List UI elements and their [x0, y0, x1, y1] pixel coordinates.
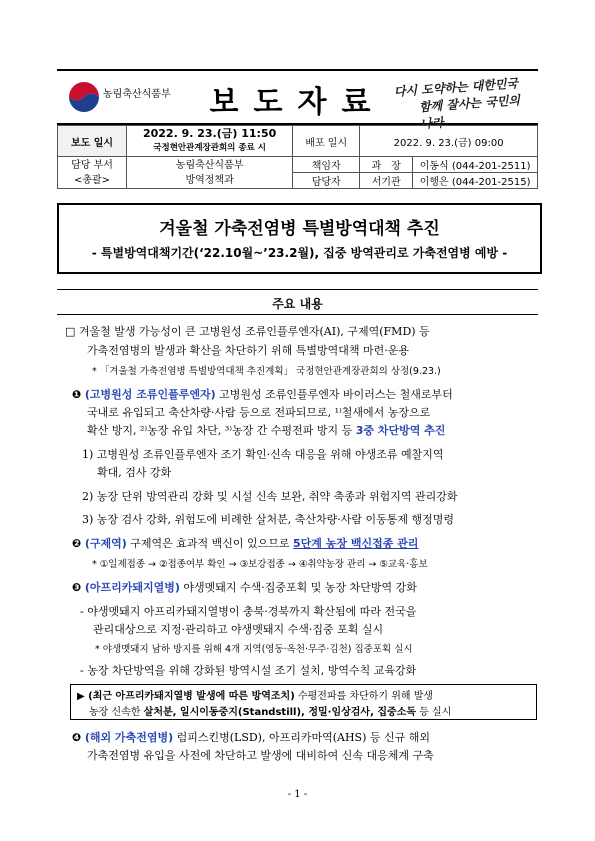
section3-dash2: - 농장 차단방역을 위해 강화된 방역시설 조기 설치, 방역수칙 교육강화	[80, 664, 417, 677]
section3-dash1b: 관리대상으로 지정·관리하고 야생멧돼지 수색·집중 포획 실시	[93, 623, 384, 636]
release-info-table	[57, 125, 538, 189]
slogan-line1: 다시 도약하는 대한민국	[393, 76, 519, 99]
box-heading: ▶ (최근 아프리카돼지열병 발생에 따른 방역조치)	[77, 691, 295, 702]
slogan-line2: 함께 잘사는 국민의 나라	[418, 93, 521, 132]
section1-item1b: 확대, 검사 강화	[97, 466, 172, 479]
release-label: 보도 일시	[58, 126, 127, 157]
release-note: 국정현안관계장관회의 종료 시	[153, 143, 266, 153]
section3-note: * 야생멧돼지 남하 방지를 위해 4개 지역(영동·옥천·무주·김천) 집중포획 실시	[95, 644, 413, 655]
org-name: 농림축산식품부	[103, 89, 171, 100]
section3-line1	[72, 579, 417, 595]
section2-heading: (구제역)	[84, 537, 127, 550]
dept-value2: 방역정책과	[185, 174, 234, 186]
section2-highlight: 5단계 농장 백신접종 관리	[293, 537, 419, 550]
section2-note: * ①일제접종 → ②접종여부 확인 → ③보강접종 → ④취약농장 관리 → ⑤교육·홍보	[92, 559, 428, 570]
press-release-title: 보도자료	[209, 85, 386, 120]
dist-value: 2022. 9. 23.(금) 09:00	[360, 126, 538, 157]
dept-label-cell	[58, 157, 127, 189]
box-line1	[77, 687, 433, 702]
subtitle: - 특별방역대책기간(‘22.10월~’23.2월), 집중 방역관리로 가축전염병 예방 -	[91, 246, 508, 260]
section3-heading: (아프리카돼지열병)	[84, 581, 180, 594]
section1-line3	[87, 422, 445, 438]
dept-label2: <총괄>	[73, 174, 111, 186]
intro-line2: 가축전염병의 발생과 확산을 차단하기 위해 특별방역대책 마련·운용	[87, 344, 410, 357]
box-text-a: 수평전파를 차단하기 위해 발생	[294, 691, 434, 702]
dept-label: 담당 부서	[71, 159, 113, 171]
staff-label: 담당자	[293, 173, 360, 189]
box-line2	[89, 703, 451, 718]
staff-title: 서기관	[360, 173, 413, 189]
release-cell	[127, 126, 293, 157]
resp-label: 책임자	[293, 157, 360, 173]
dist-label: 배포 일시	[293, 126, 360, 157]
section1-heading: (고병원성 조류인플루엔자)	[84, 388, 216, 401]
section1-number: ❶	[72, 388, 82, 401]
section2-text-a: 구제역은 효과적 백신이 있으므로	[126, 537, 294, 550]
box-highlight: 살처분, 일시이동중지(Standstill), 정밀·임상검사, 집중소독	[143, 707, 417, 718]
section1-text-a: 고병원성 조류인플루엔자 바이러스는 철새로부터	[215, 388, 453, 401]
section4-heading: (해외 가축전염병)	[84, 731, 174, 744]
section1-item2: 2) 농장 단위 방역관리 강화 및 시설 신속 보완, 취약 축종과 위험지역 관리강화	[82, 490, 458, 503]
asf-measures-box	[70, 684, 537, 720]
section4-number: ❹	[72, 731, 82, 744]
section3-text-a: 야생멧돼지 수색·집중포획 및 농장 차단방역 강화	[179, 581, 417, 594]
intro-note: * 「겨울철 가축전염병 특별방역대책 추진계획」 국정현안관계장관회의 상정(9.23.)	[92, 366, 441, 377]
section2-number: ❷	[72, 537, 82, 550]
box-text-b1: 농장 신속한	[89, 707, 144, 718]
summary-title: 주요 내용	[272, 297, 323, 311]
intro-line1: □ 겨울철 발생 가능성이 큰 고병원성 조류인플루엔자(AI), 구제역(FMD) 등	[65, 325, 430, 338]
title-box	[57, 203, 542, 274]
section1-text-c1: 확산 방지, ²⁾농장 유입 차단, ³⁾농장 간 수평전파 방지 등	[87, 424, 356, 437]
section1-line2: 국내로 유입되고 축산차량·사람 등으로 전파되므로, ¹⁾철새에서 농장으로	[87, 406, 431, 419]
box-text-b3: 등 실시	[416, 707, 452, 718]
staff-name: 이행은 (044-201-2515)	[413, 173, 538, 189]
release-value: 2022. 9. 23.(금) 11:50	[142, 127, 277, 140]
section4-line1	[72, 729, 430, 745]
page-number: - 1 -	[287, 789, 308, 800]
section2-line1	[72, 535, 418, 551]
section4-line2: 가축전염병 유입을 사전에 차단하고 발생에 대비하여 신속 대응체계 구축	[87, 749, 434, 762]
dept-value-cell	[127, 157, 293, 189]
dept-value1: 농림축산식품부	[175, 159, 244, 171]
resp-name: 이동식 (044-201-2511)	[413, 157, 538, 173]
section3-dash1a: - 야생멧돼지 아프리카돼지열병이 충북·경북까지 확산됨에 따라 전국을	[80, 605, 417, 618]
section1-item1a: 1) 고병원성 조류인플루엔자 조기 확인·신속 대응을 위해 야생조류 예찰지역	[82, 448, 444, 461]
main-title: 겨울철 가축전염병 특별방역대책 추진	[159, 219, 440, 239]
section1-highlight: 3중 차단방역 추진	[355, 424, 446, 437]
press-header	[57, 69, 538, 132]
section4-text-a: 럼피스킨병(LSD), 아프리카마역(AHS) 등 신규 해외	[173, 731, 431, 744]
resp-title: 과 장	[360, 157, 413, 173]
section1-item3: 3) 농장 검사 강화, 위험도에 비례한 살처분, 축산차량·사람 이동통제 행정명령	[82, 513, 455, 526]
section3-number: ❸	[72, 581, 82, 594]
section1-line1	[72, 386, 453, 402]
summary-header	[57, 289, 538, 315]
